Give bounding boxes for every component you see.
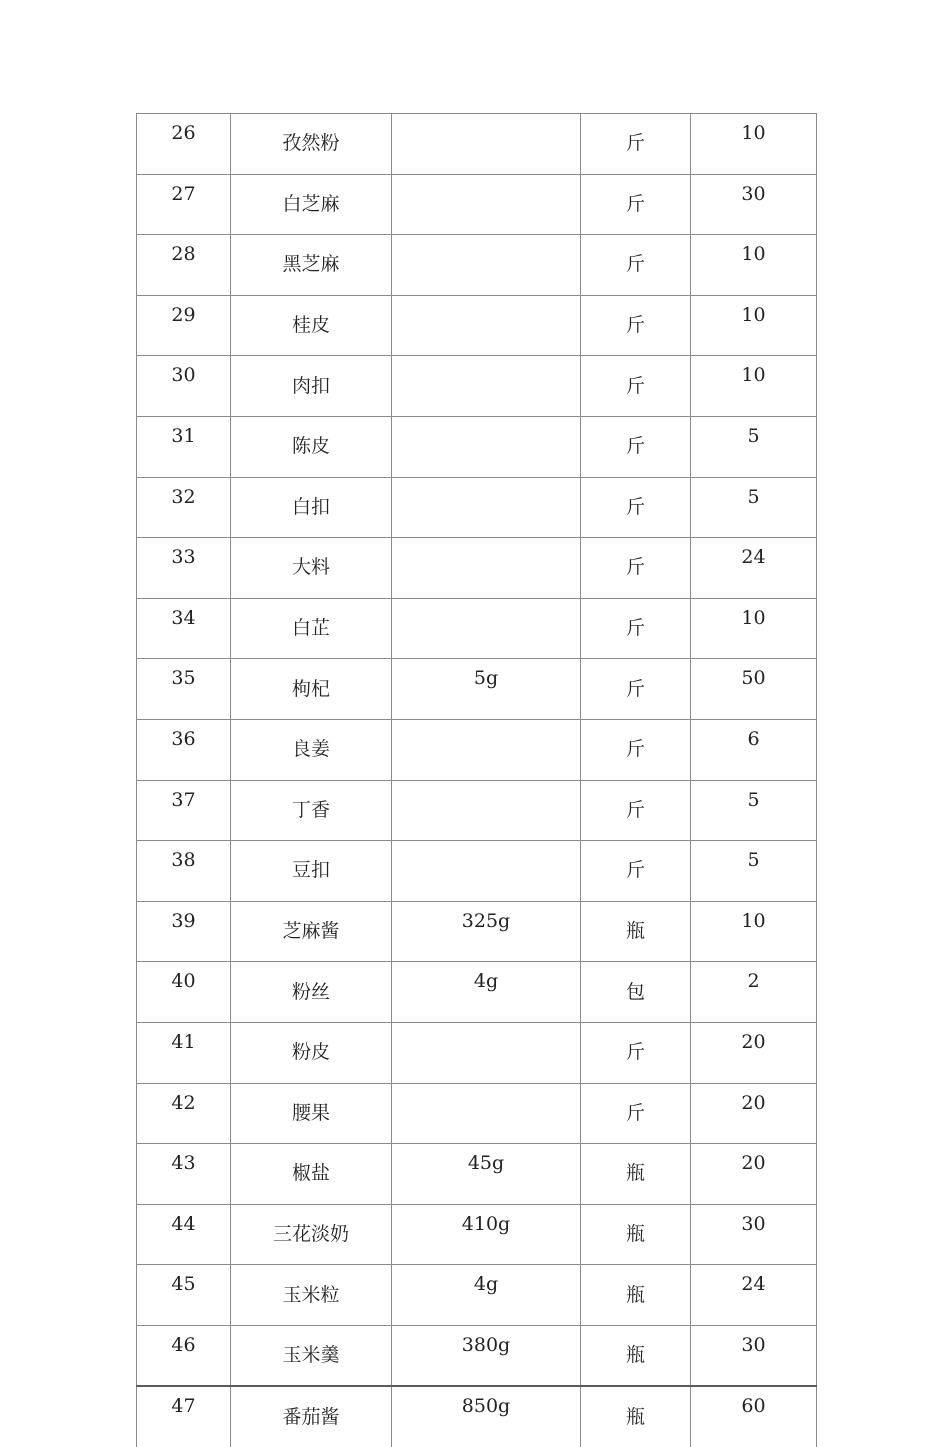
item-name-cell: 陈皮 xyxy=(231,416,392,477)
unit-cell: 包 xyxy=(581,962,691,1023)
item-name-cell: 豆扣 xyxy=(231,841,392,902)
table-row xyxy=(137,659,817,720)
table-row xyxy=(137,1325,817,1386)
quantity-cell: 30 xyxy=(691,174,817,235)
inventory-table-body xyxy=(137,114,817,1447)
row-number-cell: 43 xyxy=(137,1144,231,1205)
quantity-cell: 5 xyxy=(691,780,817,841)
quantity-cell: 20 xyxy=(691,1083,817,1144)
table-row xyxy=(137,1144,817,1205)
table-row xyxy=(137,416,817,477)
unit-cell: 瓶 xyxy=(581,1204,691,1265)
unit-cell: 斤 xyxy=(581,841,691,902)
unit-cell: 斤 xyxy=(581,538,691,599)
spec-cell xyxy=(392,114,581,175)
spec-cell xyxy=(392,295,581,356)
unit-cell: 瓶 xyxy=(581,1144,691,1205)
row-number-cell: 30 xyxy=(137,356,231,417)
row-number-cell: 36 xyxy=(137,719,231,780)
table-row xyxy=(137,1022,817,1083)
unit-cell: 斤 xyxy=(581,356,691,417)
quantity-cell: 5 xyxy=(691,477,817,538)
row-number-cell: 29 xyxy=(137,295,231,356)
row-number-cell: 34 xyxy=(137,598,231,659)
unit-cell: 斤 xyxy=(581,174,691,235)
quantity-cell: 6 xyxy=(691,719,817,780)
spec-cell xyxy=(392,841,581,902)
item-name-cell: 白扣 xyxy=(231,477,392,538)
table-row xyxy=(137,295,817,356)
row-number-cell: 26 xyxy=(137,114,231,175)
quantity-cell: 5 xyxy=(691,841,817,902)
item-name-cell: 枸杞 xyxy=(231,659,392,720)
item-name-cell: 玉米羹 xyxy=(231,1325,392,1386)
spec-cell xyxy=(392,719,581,780)
table-row xyxy=(137,235,817,296)
unit-cell: 瓶 xyxy=(581,1325,691,1386)
spec-cell: 4g xyxy=(392,1265,581,1326)
item-name-cell: 玉米粒 xyxy=(231,1265,392,1326)
unit-cell: 斤 xyxy=(581,1022,691,1083)
table-row xyxy=(137,901,817,962)
row-number-cell: 35 xyxy=(137,659,231,720)
quantity-cell: 60 xyxy=(691,1386,817,1447)
quantity-cell: 24 xyxy=(691,538,817,599)
quantity-cell: 20 xyxy=(691,1144,817,1205)
table-row xyxy=(137,1083,817,1144)
row-number-cell: 45 xyxy=(137,1265,231,1326)
row-number-cell: 37 xyxy=(137,780,231,841)
row-number-cell: 40 xyxy=(137,962,231,1023)
item-name-cell: 丁香 xyxy=(231,780,392,841)
row-number-cell: 42 xyxy=(137,1083,231,1144)
item-name-cell: 良姜 xyxy=(231,719,392,780)
table-row xyxy=(137,356,817,417)
spec-cell xyxy=(392,174,581,235)
spec-cell xyxy=(392,416,581,477)
row-number-cell: 32 xyxy=(137,477,231,538)
unit-cell: 斤 xyxy=(581,659,691,720)
row-number-cell: 31 xyxy=(137,416,231,477)
row-number-cell: 39 xyxy=(137,901,231,962)
unit-cell: 斤 xyxy=(581,477,691,538)
item-name-cell: 腰果 xyxy=(231,1083,392,1144)
unit-cell: 斤 xyxy=(581,416,691,477)
row-number-cell: 27 xyxy=(137,174,231,235)
table-row xyxy=(137,477,817,538)
item-name-cell: 白芝麻 xyxy=(231,174,392,235)
item-name-cell: 椒盐 xyxy=(231,1144,392,1205)
quantity-cell: 10 xyxy=(691,114,817,175)
unit-cell: 斤 xyxy=(581,598,691,659)
item-name-cell: 孜然粉 xyxy=(231,114,392,175)
table-row xyxy=(137,1204,817,1265)
spec-cell xyxy=(392,356,581,417)
item-name-cell: 芝麻酱 xyxy=(231,901,392,962)
spec-cell: 325g xyxy=(392,901,581,962)
unit-cell: 斤 xyxy=(581,114,691,175)
quantity-cell: 30 xyxy=(691,1204,817,1265)
quantity-cell: 10 xyxy=(691,295,817,356)
row-number-cell: 33 xyxy=(137,538,231,599)
item-name-cell: 番茄酱 xyxy=(231,1386,392,1447)
table-row xyxy=(137,841,817,902)
spec-cell: 410g xyxy=(392,1204,581,1265)
unit-cell: 瓶 xyxy=(581,1386,691,1447)
spec-cell xyxy=(392,1022,581,1083)
quantity-cell: 10 xyxy=(691,356,817,417)
table-row xyxy=(137,538,817,599)
quantity-cell: 10 xyxy=(691,598,817,659)
spec-cell xyxy=(392,780,581,841)
table-row xyxy=(137,1265,817,1326)
quantity-cell: 10 xyxy=(691,901,817,962)
spec-cell xyxy=(392,477,581,538)
item-name-cell: 三花淡奶 xyxy=(231,1204,392,1265)
table-row xyxy=(137,174,817,235)
spec-cell: 45g xyxy=(392,1144,581,1205)
item-name-cell: 黑芝麻 xyxy=(231,235,392,296)
spec-cell: 380g xyxy=(392,1325,581,1386)
spec-cell xyxy=(392,598,581,659)
item-name-cell: 粉丝 xyxy=(231,962,392,1023)
quantity-cell: 24 xyxy=(691,1265,817,1326)
table-row xyxy=(137,962,817,1023)
spec-cell: 5g xyxy=(392,659,581,720)
unit-cell: 斤 xyxy=(581,1083,691,1144)
item-name-cell: 肉扣 xyxy=(231,356,392,417)
unit-cell: 斤 xyxy=(581,719,691,780)
inventory-table xyxy=(136,113,817,1447)
spec-cell xyxy=(392,235,581,296)
row-number-cell: 41 xyxy=(137,1022,231,1083)
item-name-cell: 大料 xyxy=(231,538,392,599)
table-row xyxy=(137,114,817,175)
table-row xyxy=(137,598,817,659)
row-number-cell: 46 xyxy=(137,1325,231,1386)
table-row xyxy=(137,719,817,780)
unit-cell: 瓶 xyxy=(581,1265,691,1326)
row-number-cell: 38 xyxy=(137,841,231,902)
row-number-cell: 44 xyxy=(137,1204,231,1265)
quantity-cell: 2 xyxy=(691,962,817,1023)
unit-cell: 斤 xyxy=(581,780,691,841)
item-name-cell: 白芷 xyxy=(231,598,392,659)
item-name-cell: 桂皮 xyxy=(231,295,392,356)
quantity-cell: 30 xyxy=(691,1325,817,1386)
unit-cell: 斤 xyxy=(581,295,691,356)
row-number-cell: 47 xyxy=(137,1386,231,1447)
quantity-cell: 10 xyxy=(691,235,817,296)
table-row xyxy=(137,1386,817,1447)
quantity-cell: 50 xyxy=(691,659,817,720)
spec-cell xyxy=(392,538,581,599)
spec-cell: 850g xyxy=(392,1386,581,1447)
row-number-cell: 28 xyxy=(137,235,231,296)
item-name-cell: 粉皮 xyxy=(231,1022,392,1083)
quantity-cell: 20 xyxy=(691,1022,817,1083)
unit-cell: 瓶 xyxy=(581,901,691,962)
spec-cell xyxy=(392,1083,581,1144)
spec-cell: 4g xyxy=(392,962,581,1023)
table-row xyxy=(137,780,817,841)
quantity-cell: 5 xyxy=(691,416,817,477)
unit-cell: 斤 xyxy=(581,235,691,296)
